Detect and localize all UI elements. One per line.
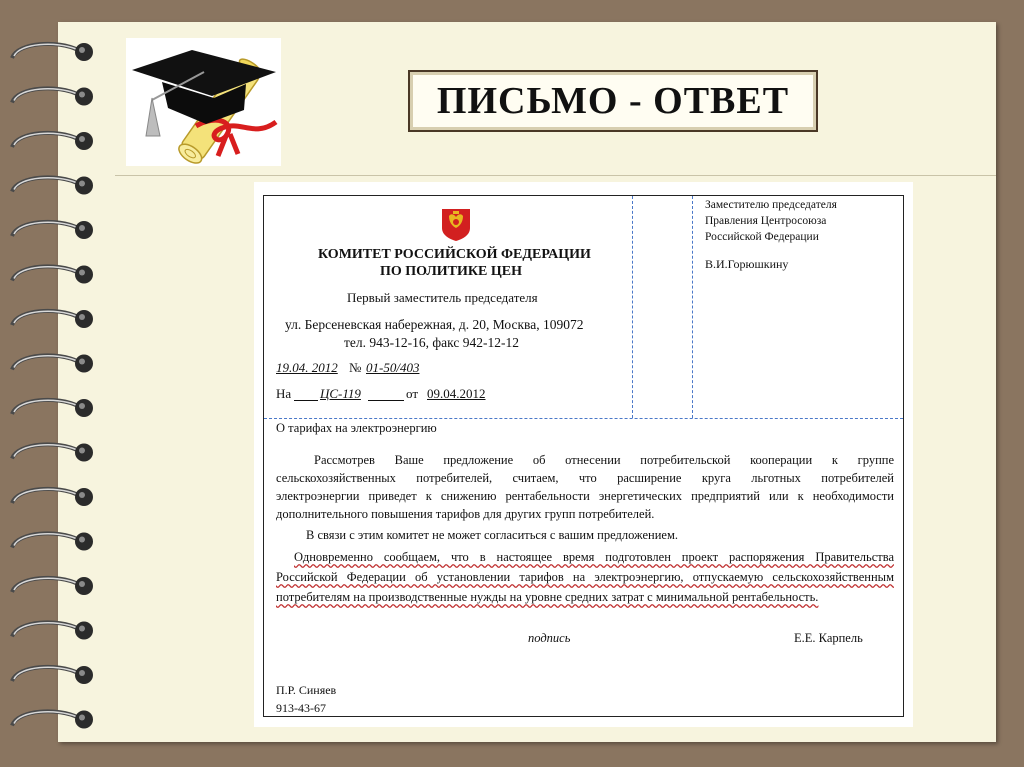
reply-ref-date: 09.04.2012 [427,386,486,401]
para3-line3: потребителям на производственные нужды на уровне средних затрат с минимальной рентабельность. [276,590,819,604]
header-divider-right [692,196,693,418]
sender-phone: тел. 943-12-16, факс 942-12-12 [344,335,519,350]
para1-line3: электроэнергии приведет к снижению рентабельности энергетических предприятий или к необходимости [276,489,894,503]
slide-title-box [408,70,818,132]
sender-address: ул. Берсеневская набережная, д. 20, Москва, 109072 [285,317,584,332]
reply-ref-from: от [406,386,419,401]
sender-position: Первый заместитель председателя [347,290,538,305]
para3-line2: Российской Федерации об установлении тарифов на электроэнергию, отпускаемую сельскохозяйственным [276,570,894,584]
slide-title: ПИСЬМО - ОТВЕТ [436,80,790,122]
letter-number-prefix: № [349,360,362,375]
binding-ring [12,711,93,729]
binding-ring [12,221,93,239]
binding-ring [12,444,93,462]
letter-number: 01-50/403 [366,360,420,375]
letter-date: 19.04. 2012 [276,360,338,375]
signature-label: подпись [528,631,571,645]
binding-ring [12,355,93,373]
reply-ref-prefix: На [276,386,292,401]
binding-ring [12,577,93,595]
addressee-line3: Российской Федерации [705,231,819,243]
reply-ref-number: ЦС-119 [320,386,361,401]
para3-line1: Одновременно сообщаем, что в настоящее время подготовлен проект распоряжения Правительства [294,550,894,564]
binding-ring [12,488,93,506]
para2: В связи с этим комитет не может согласиться с вашим предложением. [306,528,678,542]
reply-ref-underline-lead [294,400,318,401]
executor-phone: 913-43-67 [276,701,326,715]
binding-ring [12,43,93,61]
binding-ring [12,266,93,284]
signer-name: Е.Е. Карпель [794,631,863,645]
letter-subject: О тарифах на электроэнергию [276,421,437,435]
page-divider [115,175,996,176]
addressee-name: В.И.Горюшкину [705,257,789,271]
para1-line2: сельскохозяйственных потребителей, считаем, что расширение круга льготных потребителей [276,471,894,485]
org-name-line1: КОМИТЕТ РОССИЙСКОЙ ФЕДЕРАЦИИ [318,247,591,262]
russian-coat-of-arms-icon [439,206,473,242]
binding-ring [12,310,93,328]
org-name-line2: ПО ПОЛИТИКЕ ЦЕН [380,264,523,279]
para1-line4: дополнительного повышения тарифов для других групп потребителей. [276,507,655,521]
addressee-line1: Заместителю председателя [705,199,837,211]
binding-ring [12,666,93,684]
binding-ring [12,132,93,150]
binding-ring [12,177,93,195]
para1-line1: Рассмотрев Ваше предложение об отнесении потребительской кооперации к группе [314,453,894,467]
header-divider-bottom [264,418,903,419]
executor-name: П.Р. Синяев [276,683,337,697]
binding-ring [12,622,93,640]
spiral-binding [0,0,110,767]
graduation-cap-diploma-icon [126,38,281,166]
reply-ref-underline-trail [368,400,404,401]
binding-ring [12,399,93,417]
addressee-line2: Правления Центросоюза [705,215,827,227]
binding-ring [12,533,93,551]
header-divider-left [632,196,633,418]
binding-ring [12,88,93,106]
